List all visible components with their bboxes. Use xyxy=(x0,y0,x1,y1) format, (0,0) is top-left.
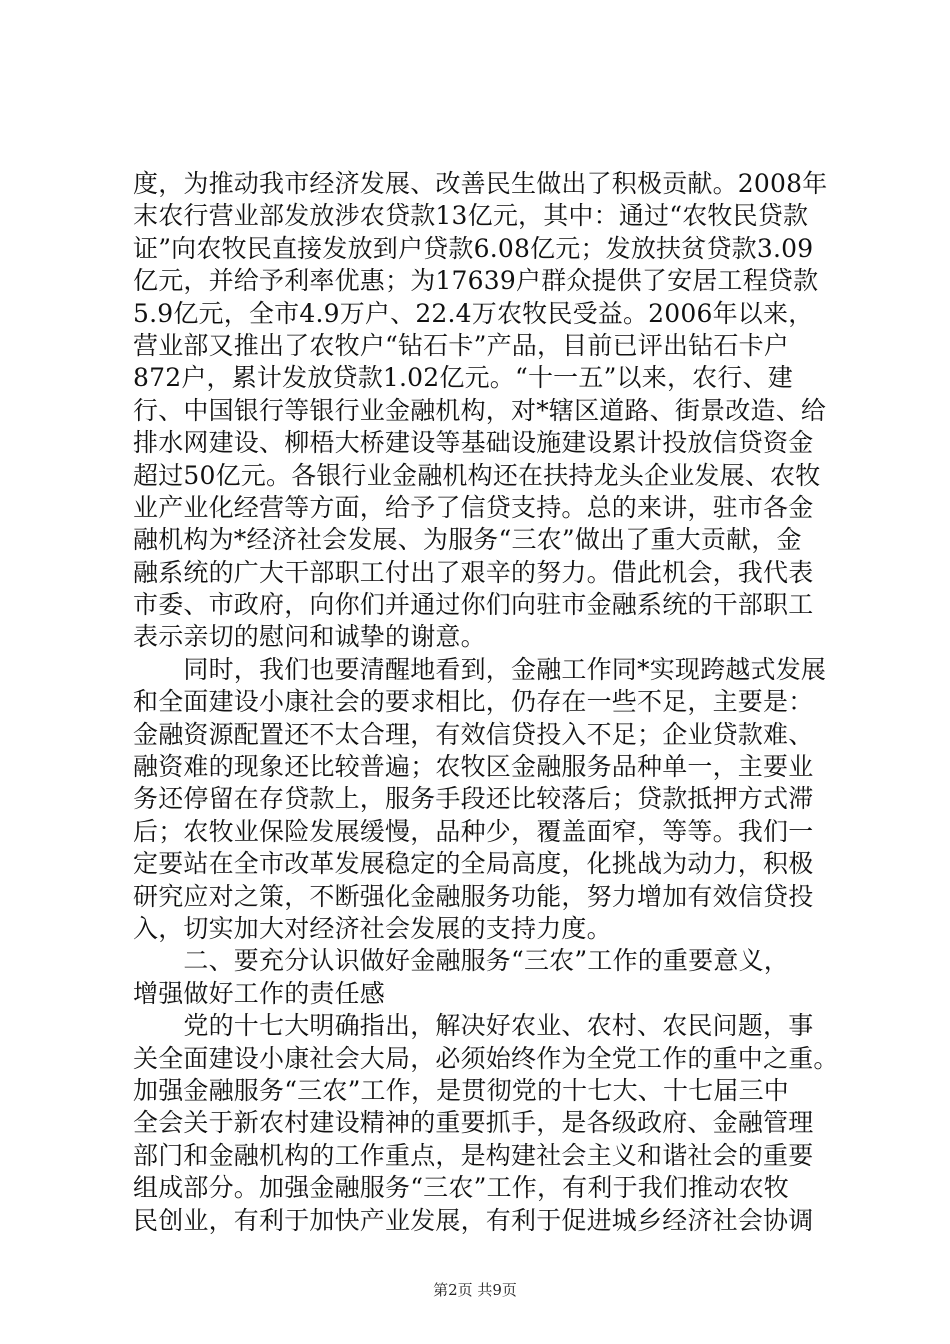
text-line: 融资难的现象还比较普遍；农牧区金融服务品种单一，主要业 xyxy=(133,752,814,782)
text-line: 融系统的广大干部职工付出了艰辛的努力。借此机会，我代表 xyxy=(133,557,814,587)
text-line: 市委、市政府，向你们并通过你们向驻市金融系统的干部职工 xyxy=(133,590,814,620)
text-line: 研究应对之策，不断强化金融服务功能，努力增加有效信贷投 xyxy=(133,881,814,911)
text-line: 民创业，有利于加快产业发展，有利于促进城乡经济社会协调 xyxy=(133,1205,814,1235)
text-line: 融机构为*经济社会发展、为服务“三农”做出了重大贡献，金 xyxy=(133,525,802,555)
text-line: 组成部分。加强金融服务“三农”工作，有利于我们推动农牧 xyxy=(133,1173,789,1203)
section-heading-line: 二、要充分认识做好金融服务“三农”工作的重要意义， xyxy=(133,946,789,976)
text-line: 党的十七大明确指出，解决好农业、农村、农民问题，事 xyxy=(133,1011,814,1041)
text-line: 度，为推动我市经济发展、改善民生做出了积极贡献。2008年 xyxy=(133,169,828,198)
text-line: 末农行营业部发放涉农贷款13亿元，其中：通过“农牧民贷款 xyxy=(133,201,809,231)
text-line: 后；农牧业保险发展缓慢，品种少，覆盖面窄，等等。我们一 xyxy=(133,816,814,846)
text-line: 亿元，并给予利率优惠；为17639户群众提供了安居工程贷款 xyxy=(133,266,819,296)
text-line: 入，切实加大对经济社会发展的支持力度。 xyxy=(133,913,612,943)
section-heading-line: 增强做好工作的责任感 xyxy=(133,978,386,1008)
text-line: 行、中国银行等银行业金融机构，对*辖区道路、街景改造、给 xyxy=(133,395,827,425)
text-line: 表示亲切的慰问和诚挚的谢意。 xyxy=(133,622,486,652)
text-line: 872户，累计发放贷款1.02亿元。“十一五”以来，农行、建 xyxy=(133,363,793,393)
text-line: 超过50亿元。各银行业金融机构还在扶持龙头企业发展、农牧 xyxy=(133,460,821,490)
text-line: 营业部又推出了农牧户“钻石卡”产品，目前已评出钻石卡户 xyxy=(133,330,789,360)
text-line: 5.9亿元，全市4.9万户、22.4万农牧民受益。2006年以来， xyxy=(133,298,814,328)
text-line: 加强金融服务“三农”工作，是贯彻党的十七大、十七届三中 xyxy=(133,1075,789,1105)
text-line: 证”向农牧民直接发放到户贷款6.08亿元；发放扶贫贷款3.09 xyxy=(133,233,814,263)
text-line: 业产业化经营等方面，给予了信贷支持。总的来讲，驻市各金 xyxy=(133,492,814,522)
text-line: 排水网建设、柳梧大桥建设等基础设施建设累计投放信贷资金 xyxy=(133,428,814,458)
text-line: 部门和金融机构的工作重点，是构建社会主义和谐社会的重要 xyxy=(133,1140,814,1170)
page-number-footer: 第2页 共9页 xyxy=(433,1281,517,1299)
text-line: 全会关于新农村建设精神的重要抓手，是各级政府、金融管理 xyxy=(133,1108,814,1138)
text-line: 同时，我们也要清醒地看到，金融工作同*实现跨越式发展 xyxy=(133,654,827,684)
text-line: 金融资源配置还不太合理，有效信贷投入不足；企业贷款难、 xyxy=(133,719,814,749)
text-line: 务还停留在存贷款上，服务手段还比较落后；贷款抵押方式滞 xyxy=(133,784,814,814)
document-body xyxy=(133,168,839,1237)
text-line: 定要站在全市改革发展稳定的全局高度，化挑战为动力，积极 xyxy=(133,849,814,879)
text-line: 关全面建设小康社会大局，必须始终作为全党工作的重中之重。 xyxy=(133,1043,839,1073)
text-line: 和全面建设小康社会的要求相比，仍存在一些不足，主要是： xyxy=(133,687,814,717)
